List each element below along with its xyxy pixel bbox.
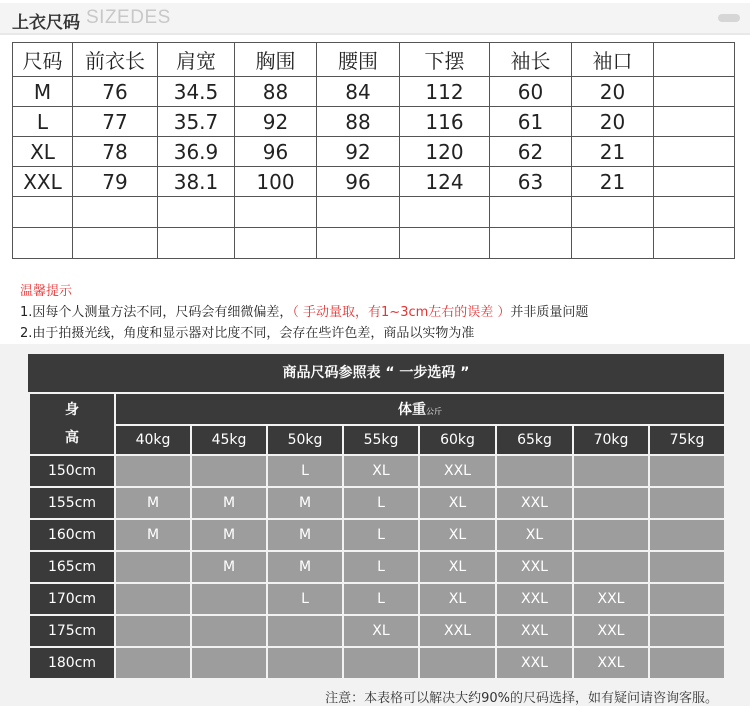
- size-recommendation-cell: XL: [496, 519, 573, 551]
- reference-row: [29, 487, 725, 519]
- size-recommendation-cell: L: [343, 551, 419, 583]
- size-row: [13, 167, 735, 197]
- size-row: [13, 137, 735, 167]
- size-table: [12, 42, 735, 259]
- height-row-header: 155cm: [29, 487, 115, 519]
- size-recommendation-cell: L: [267, 583, 343, 615]
- height-row-header: 150cm: [29, 455, 115, 487]
- tip-line-1-start: 1.因每个人测量方法不同，尺码会有细微偏差，: [20, 305, 293, 320]
- size-recommendation-cell: [573, 487, 649, 519]
- reference-caption: 商品尺码参照表 “ 一步选码 ”: [28, 354, 724, 392]
- tip-line-2: 2.由于拍摄光线，角度和显示器对比度不同，会存在些许色差，商品以实物为准: [20, 326, 475, 341]
- height-row-header: 180cm: [29, 647, 115, 679]
- size-recommendation-cell: [115, 455, 191, 487]
- size-recommendation-cell: [649, 551, 725, 583]
- tips-title: 温馨提示: [20, 284, 73, 299]
- size-row-cell: [73, 228, 158, 259]
- size-recommendation-cell: [115, 647, 191, 679]
- size-recommendation-cell: XXL: [496, 487, 573, 519]
- size-recommendation-cell: XXL: [573, 615, 649, 647]
- size-header-row-cell: [654, 43, 735, 77]
- size-row-cell: [317, 228, 400, 259]
- section-title: 上衣尺码: [12, 13, 80, 33]
- size-recommendation-cell: [115, 551, 191, 583]
- size-recommendation-cell: [191, 615, 267, 647]
- size-row-cell: [13, 228, 73, 259]
- size-recommendation-cell: L: [343, 519, 419, 551]
- reference-row: [29, 647, 725, 679]
- size-row-cell: 62: [490, 137, 572, 167]
- size-row-cell: M: [13, 77, 73, 107]
- size-recommendation-cell: L: [267, 455, 343, 487]
- size-row-cell: [490, 197, 572, 228]
- reference-row: [29, 615, 725, 647]
- size-row: [13, 228, 735, 259]
- size-row-cell: 92: [317, 137, 400, 167]
- size-recommendation-cell: [267, 615, 343, 647]
- size-row-cell: 20: [572, 107, 654, 137]
- size-recommendation-cell: XL: [419, 519, 496, 551]
- size-recommendation-cell: M: [267, 519, 343, 551]
- size-row-cell: [158, 197, 235, 228]
- size-recommendation-cell: XXL: [419, 615, 496, 647]
- size-row-cell: 88: [235, 77, 317, 107]
- size-recommendation-cell: [115, 615, 191, 647]
- size-row-cell: 79: [73, 167, 158, 197]
- size-header-row-cell: 前衣长: [73, 43, 158, 77]
- size-recommendation-cell: M: [115, 487, 191, 519]
- size-row-cell: 124: [400, 167, 490, 197]
- size-recommendation-cell: M: [191, 551, 267, 583]
- size-row-cell: 112: [400, 77, 490, 107]
- size-recommendation-cell: [573, 455, 649, 487]
- size-recommendation-cell: XL: [419, 551, 496, 583]
- size-header-row-cell: 袖长: [490, 43, 572, 77]
- size-row-cell: 100: [235, 167, 317, 197]
- size-row-cell: 78: [73, 137, 158, 167]
- size-row-cell: [158, 228, 235, 259]
- weight-header: [115, 393, 725, 425]
- size-row: [13, 107, 735, 137]
- size-recommendation-cell: XXL: [496, 551, 573, 583]
- size-recommendation-cell: XXL: [573, 583, 649, 615]
- size-row-cell: [13, 197, 73, 228]
- size-row-cell: [235, 197, 317, 228]
- height-header: [29, 393, 115, 455]
- size-recommendation-cell: XL: [419, 583, 496, 615]
- size-recommendation-cell: [649, 519, 725, 551]
- weight-column-header: 75kg: [649, 425, 725, 455]
- size-row-cell: 38.1: [158, 167, 235, 197]
- reference-table: [28, 392, 726, 680]
- weight-column-header: 55kg: [343, 425, 419, 455]
- height-header-char-1: 身: [65, 402, 79, 418]
- reference-row: [29, 519, 725, 551]
- size-recommendation-cell: XXL: [496, 583, 573, 615]
- size-recommendation-cell: [191, 583, 267, 615]
- size-recommendation-cell: [115, 583, 191, 615]
- section-subtitle: SIZEDES: [86, 7, 171, 28]
- reference-footnote: 注意：本表格可以解决大约90%的尺码选择，如有疑问请咨询客服。: [325, 691, 718, 706]
- size-row: [13, 77, 735, 107]
- size-header-row-cell: 腰围: [317, 43, 400, 77]
- size-recommendation-cell: [496, 455, 573, 487]
- size-recommendation-cell: XXL: [496, 647, 573, 679]
- weight-column-header: 50kg: [267, 425, 343, 455]
- size-recommendation-cell: XXL: [496, 615, 573, 647]
- size-row-cell: 96: [317, 167, 400, 197]
- size-row: [13, 197, 735, 228]
- size-row-cell: 120: [400, 137, 490, 167]
- size-row-cell: 88: [317, 107, 400, 137]
- size-row-cell: [654, 77, 735, 107]
- size-row-cell: 21: [572, 167, 654, 197]
- weight-column-header: 45kg: [191, 425, 267, 455]
- size-recommendation-cell: M: [191, 487, 267, 519]
- size-recommendation-cell: M: [267, 487, 343, 519]
- size-row-cell: 61: [490, 107, 572, 137]
- size-recommendation-cell: [573, 551, 649, 583]
- size-row-cell: [400, 197, 490, 228]
- reference-row: [29, 455, 725, 487]
- size-row-cell: [73, 197, 158, 228]
- size-recommendation-cell: [649, 583, 725, 615]
- size-header-row-cell: 下摆: [400, 43, 490, 77]
- size-recommendation-cell: [191, 455, 267, 487]
- size-row-cell: L: [13, 107, 73, 137]
- size-row-cell: 92: [235, 107, 317, 137]
- size-header-row-cell: 肩宽: [158, 43, 235, 77]
- header-decoration: [718, 14, 740, 22]
- size-row-cell: [654, 228, 735, 259]
- reference-row: [29, 551, 725, 583]
- reference-row: [29, 583, 725, 615]
- size-row-cell: 63: [490, 167, 572, 197]
- size-recommendation-cell: [573, 519, 649, 551]
- size-recommendation-cell: M: [115, 519, 191, 551]
- size-row-cell: [654, 107, 735, 137]
- size-row-cell: 116: [400, 107, 490, 137]
- size-recommendation-cell: [419, 647, 496, 679]
- size-row-cell: [235, 228, 317, 259]
- size-row-cell: [572, 228, 654, 259]
- size-header-row-cell: 袖口: [572, 43, 654, 77]
- section-header: [0, 0, 750, 36]
- size-row-cell: XL: [13, 137, 73, 167]
- size-row-cell: XXL: [13, 167, 73, 197]
- size-row-cell: 21: [572, 137, 654, 167]
- weight-header-label: 体重: [398, 402, 426, 418]
- height-header-char-2: 高: [65, 430, 79, 446]
- size-row-cell: 60: [490, 77, 572, 107]
- size-recommendation-cell: [649, 455, 725, 487]
- size-recommendation-cell: XXL: [419, 455, 496, 487]
- size-row-cell: [317, 197, 400, 228]
- size-recommendation-cell: L: [343, 487, 419, 519]
- height-row-header: 165cm: [29, 551, 115, 583]
- size-row-cell: [654, 137, 735, 167]
- size-recommendation-cell: XL: [343, 455, 419, 487]
- size-row-cell: 76: [73, 77, 158, 107]
- size-recommendation-cell: XL: [419, 487, 496, 519]
- size-header-row: [13, 43, 735, 77]
- size-row-cell: 20: [572, 77, 654, 107]
- height-row-header: 175cm: [29, 615, 115, 647]
- size-recommendation-cell: XL: [343, 615, 419, 647]
- size-row-cell: [490, 228, 572, 259]
- weight-column-header: 65kg: [496, 425, 573, 455]
- height-row-header: 170cm: [29, 583, 115, 615]
- size-row-cell: [654, 197, 735, 228]
- size-header-row-cell: 尺码: [13, 43, 73, 77]
- size-recommendation-cell: [191, 647, 267, 679]
- size-recommendation-cell: M: [191, 519, 267, 551]
- size-row-cell: [572, 197, 654, 228]
- header-divider: [0, 33, 750, 35]
- size-recommendation-cell: XXL: [573, 647, 649, 679]
- size-header-row-cell: 胸围: [235, 43, 317, 77]
- size-row-cell: 36.9: [158, 137, 235, 167]
- size-row-cell: 84: [317, 77, 400, 107]
- height-row-header: 160cm: [29, 519, 115, 551]
- size-recommendation-cell: [649, 615, 725, 647]
- tip-line-1-highlight: （ 手动量取，有1~3cm左右的误差 ）: [292, 305, 511, 320]
- size-recommendation-cell: [343, 647, 419, 679]
- size-recommendation-cell: [267, 647, 343, 679]
- size-row-cell: 35.7: [158, 107, 235, 137]
- weight-column-header: 60kg: [419, 425, 496, 455]
- size-recommendation-cell: [649, 647, 725, 679]
- weight-column-header: 70kg: [573, 425, 649, 455]
- size-recommendation-cell: L: [343, 583, 419, 615]
- weight-column-header: 40kg: [115, 425, 191, 455]
- tip-line-1: [20, 301, 588, 320]
- size-row-cell: 96: [235, 137, 317, 167]
- weight-header-unit: 公斤: [426, 407, 442, 416]
- size-recommendation-cell: [649, 487, 725, 519]
- size-row-cell: [654, 167, 735, 197]
- size-row-cell: 34.5: [158, 77, 235, 107]
- size-row-cell: [400, 228, 490, 259]
- size-row-cell: 77: [73, 107, 158, 137]
- size-recommendation-cell: M: [267, 551, 343, 583]
- tip-line-1-end: 并非质量问题: [510, 305, 589, 320]
